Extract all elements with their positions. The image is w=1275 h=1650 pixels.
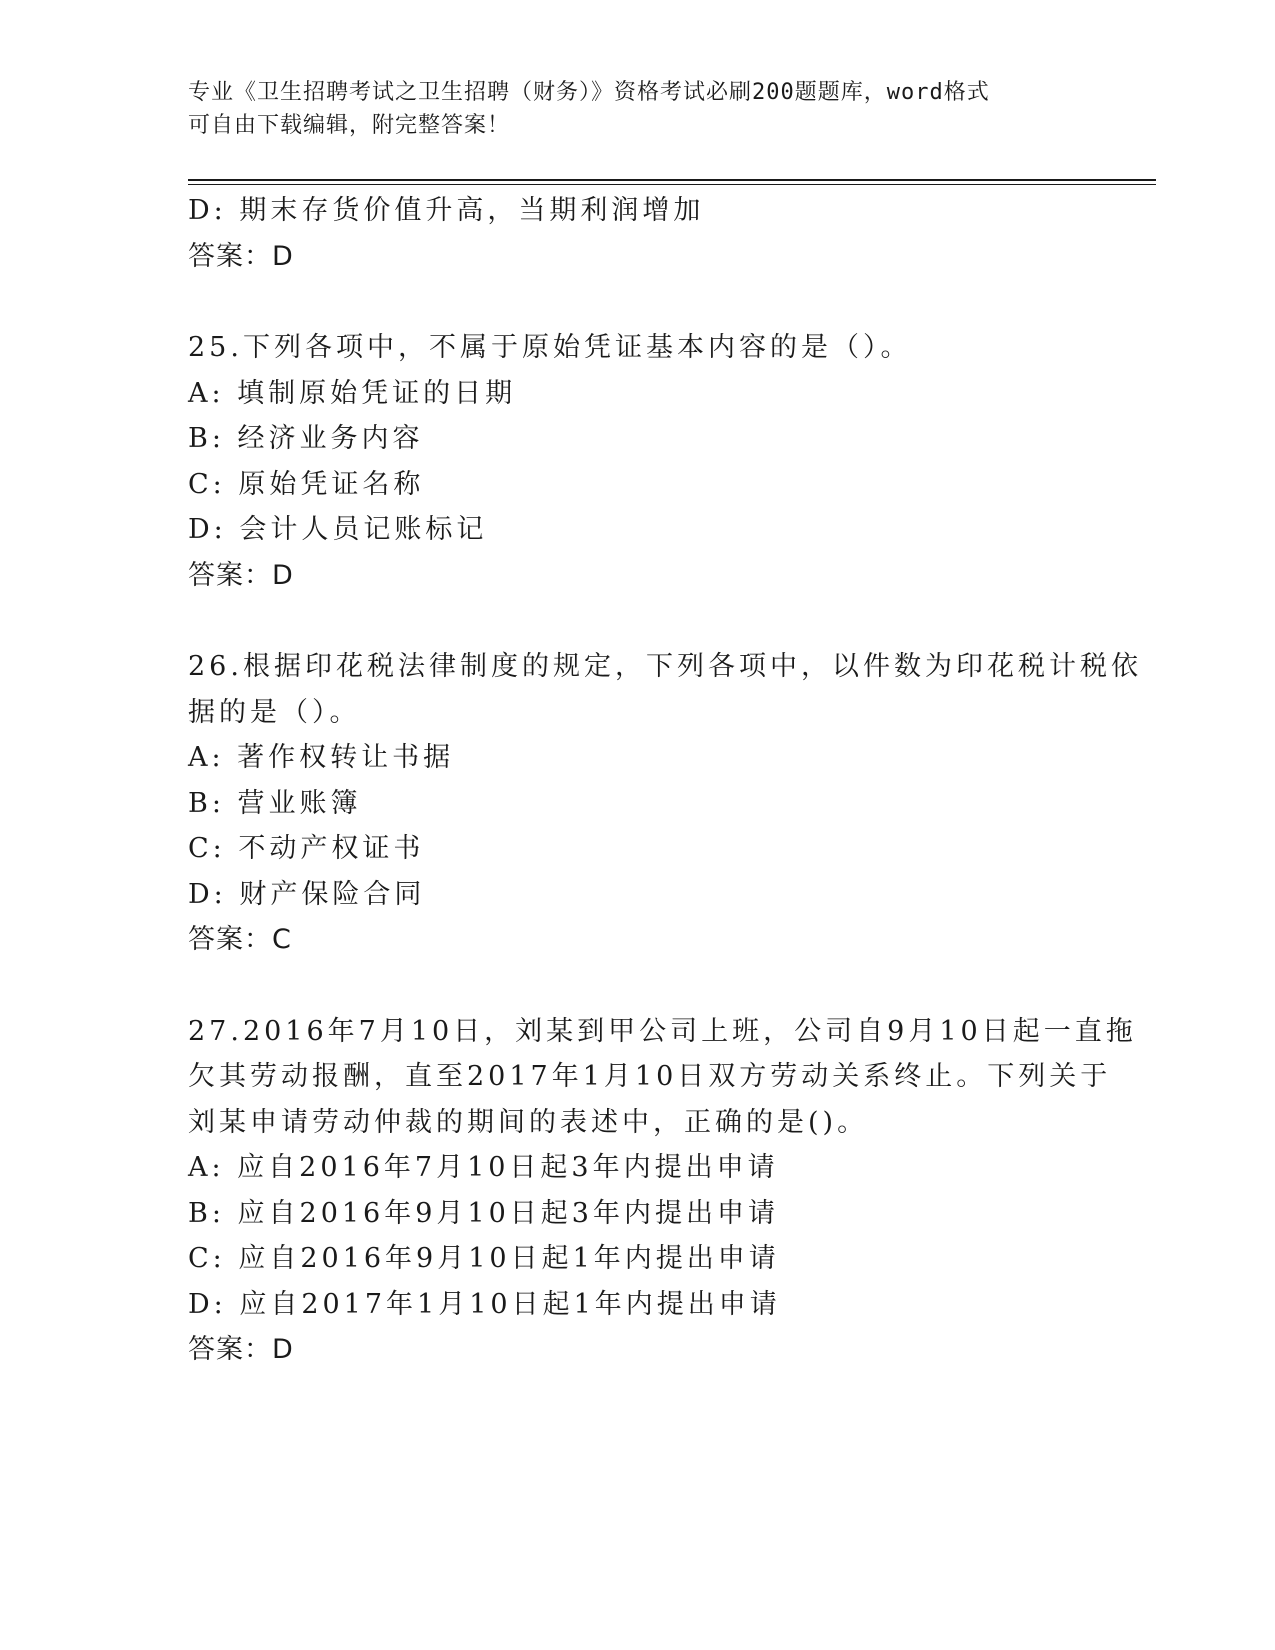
header-title-line-1: 专业《卫生招聘考试之卫生招聘（财务）》资格考试必刷200题题库，word格式 <box>188 80 990 105</box>
answer-line: 答案：D <box>188 559 294 591</box>
question-25 <box>188 325 1088 598</box>
question-27 <box>188 1009 1137 1373</box>
header-title-line-2: 可自由下载编辑，附完整答案！ <box>188 113 511 138</box>
question-stem: 欠其劳动报酬，直至2017年1月10日双方劳动关系终止。下列关于 <box>188 1061 1112 1092</box>
option-c: C: 不动产权证书 <box>188 833 425 864</box>
spacer <box>188 279 1088 325</box>
answer-line: 答案：D <box>188 240 294 272</box>
option-b: B: 应自2016年9月10日起3年内提出申请 <box>188 1197 779 1229</box>
option-d: D: 期末存货价值升高，当期利润增加 <box>188 195 705 226</box>
option-c: C: 应自2016年9月10日起1年内提出申请 <box>188 1243 780 1274</box>
option-a: A: 著作权转让书据 <box>188 742 455 773</box>
spacer <box>188 598 1088 644</box>
header-divider-thick <box>188 179 1156 181</box>
option-b: B: 营业账簿 <box>188 787 362 819</box>
question-stem: 据的是（）。 <box>188 696 361 728</box>
answer-line: 答案：C <box>188 924 292 955</box>
option-d: D: 会计人员记账标记 <box>188 514 488 545</box>
question-content <box>188 188 1142 1373</box>
question-stem: 27.2016年7月10日，刘某到甲公司上班，公司自9月10日起一直拖 <box>188 1015 1137 1047</box>
question-26 <box>188 644 1142 963</box>
option-d: D: 应自2017年1月10日起1年内提出申请 <box>188 1288 781 1320</box>
header-divider-thin <box>188 184 1156 185</box>
answer-line: 答案：D <box>188 1334 294 1365</box>
page-header <box>188 76 1078 142</box>
spacer <box>188 963 1088 1009</box>
option-c: C: 原始凭证名称 <box>188 468 425 500</box>
question-stem: 刘某申请劳动仲裁的期间的表述中，正确的是()。 <box>188 1106 869 1138</box>
option-a: A: 应自2016年7月10日起3年内提出申请 <box>188 1152 779 1183</box>
question-stem: 25.下列各项中，不属于原始凭证基本内容的是（）。 <box>188 332 912 363</box>
option-d: D: 财产保险合同 <box>188 878 426 910</box>
option-a: A: 填制原始凭证的日期 <box>188 377 517 409</box>
previous-question-tail <box>188 188 1088 279</box>
question-stem: 26.根据印花税法律制度的规定，下列各项中，以件数为印花税计税依 <box>188 651 1142 682</box>
option-b: B: 经济业务内容 <box>188 423 424 454</box>
